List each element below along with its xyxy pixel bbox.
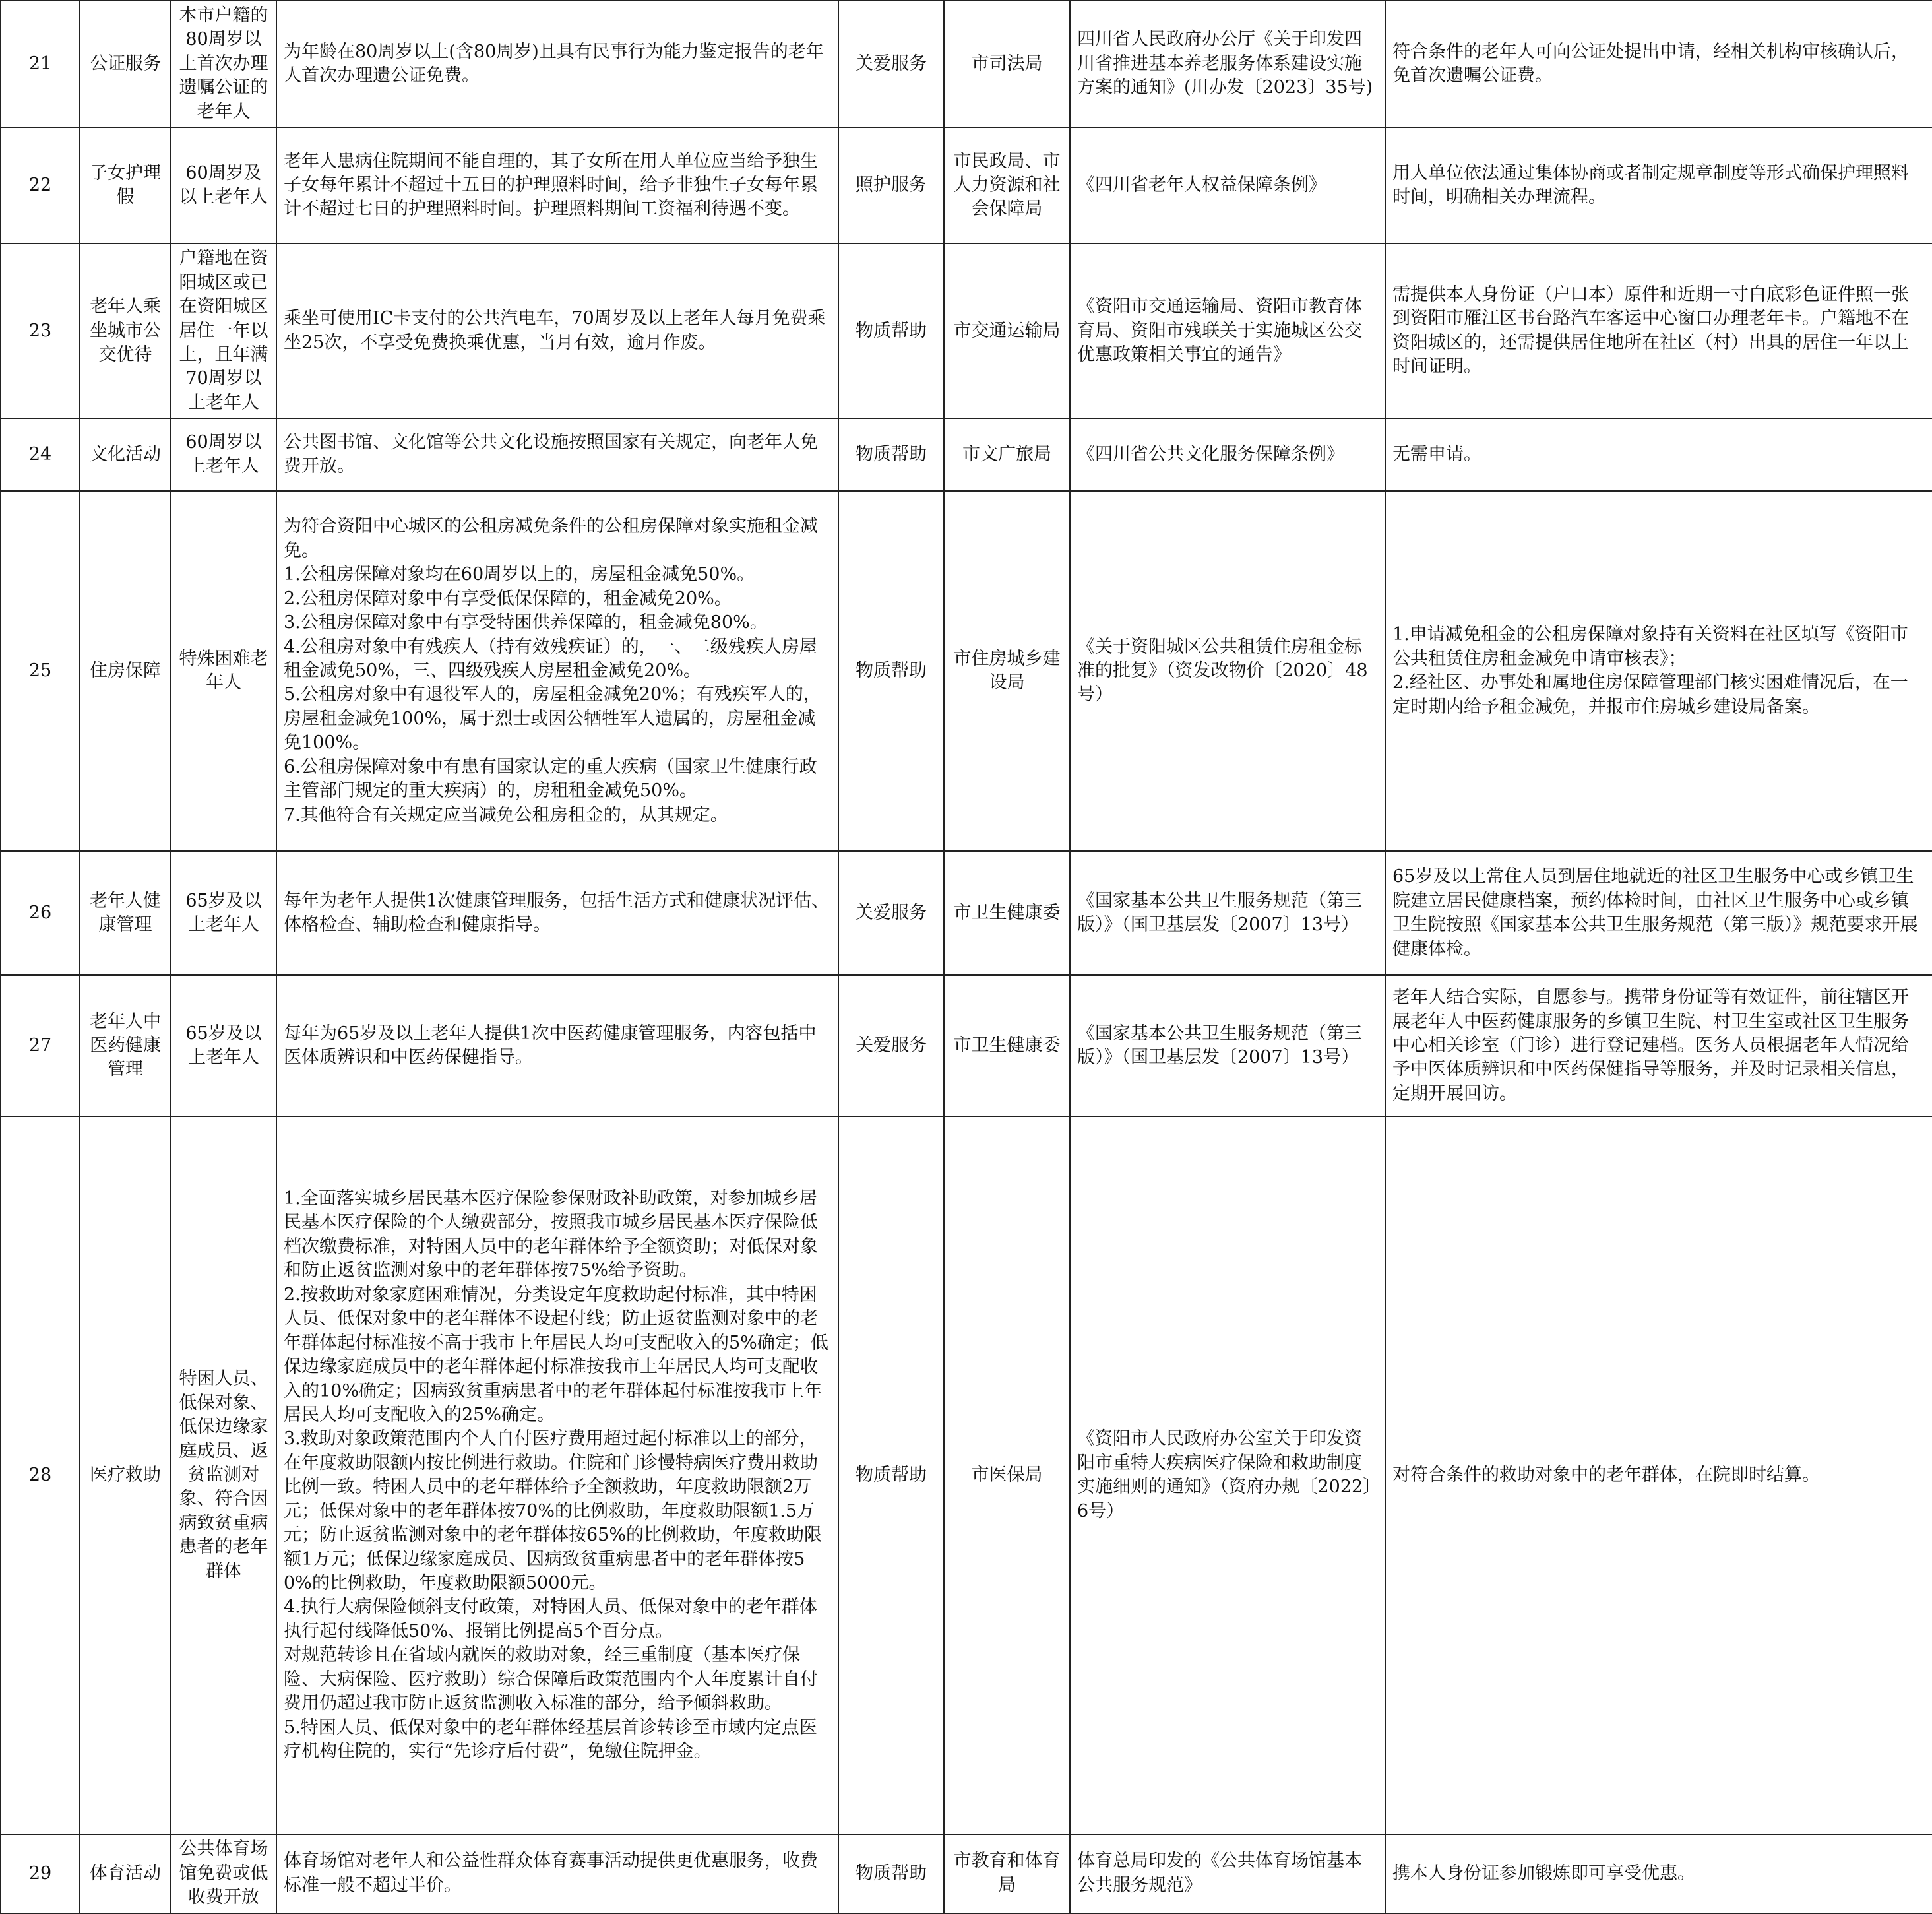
application-procedure-cell: 无需申请。 bbox=[1385, 418, 1932, 491]
responsible-department-cell: 市教育和体育局 bbox=[944, 1834, 1070, 1913]
table-row bbox=[1, 1, 1932, 127]
policy-basis-cell: 《关于资阳城区公共租赁住房租金标准的批复》（资发改物价〔2020〕48号） bbox=[1070, 491, 1385, 851]
policy-content-line: 为符合资阳中心城区的公租房减免条件的公租房保障对象实施租金减免。 bbox=[284, 516, 818, 561]
service-type-cell: 物质帮助 bbox=[838, 1116, 944, 1834]
responsible-department-cell: 市民政局、市人力资源和社会保障局 bbox=[944, 127, 1070, 243]
policy-content-line: 老年人患病住院期间不能自理的，其子女所在用人单位应当给予独生子女每年累计不超过十五日的护理照料时间，给予非独生子女每年累计不超过七日的护理照料时间。护理照料期间工资福利待遇不变。 bbox=[284, 150, 818, 220]
row-number-cell: 28 bbox=[1, 1116, 80, 1834]
responsible-department-cell: 市文广旅局 bbox=[944, 418, 1070, 491]
policy-content-line: 对规范转诊且在省域内就医的救助对象，经三重制度（基本医疗保险、大病保险、医疗救助）综合保障后政策范围内个人年度累计自付费用仍超过我市防止返贫监测收入标准的部分，给予倾斜救助。 bbox=[284, 1645, 818, 1714]
policy-content-line: 6.公租房保障对象中有患有国家认定的重大疾病（国家卫生健康行政主管部门规定的重大疾病）的，房租租金减免50%。 bbox=[284, 756, 817, 802]
policy-content-line: 体育场馆对老年人和公益性群众体育赛事活动提供更优惠服务，收费标准一般不超过半价。 bbox=[284, 1851, 818, 1896]
service-item-cell: 老年人健康管理 bbox=[80, 851, 171, 975]
service-type-cell: 物质帮助 bbox=[838, 491, 944, 851]
policy-content-cell bbox=[276, 851, 838, 975]
policy-basis-cell: 《资阳市人民政府办公室关于印发资阳市重特大疾病医疗保险和救助制度实施细则的通知》（资府办规〔2022〕6号） bbox=[1070, 1116, 1385, 1834]
policy-basis-cell: 《四川省公共文化服务保障条例》 bbox=[1070, 418, 1385, 491]
policy-content-cell bbox=[276, 418, 838, 491]
policy-content-cell bbox=[276, 1116, 838, 1834]
policy-content-line: 1.全面落实城乡居民基本医疗保险参保财政补助政策，对参加城乡居民基本医疗保险的个人缴费部分，按照我市城乡居民基本医疗保险低档次缴费标准，对特困人员中的老年群体给予全额资助；对低保对象和防止返贫监测对象中的老年群体按75%给予资助。 bbox=[284, 1188, 818, 1281]
table-row bbox=[1, 1116, 1932, 1834]
service-item-cell: 体育活动 bbox=[80, 1834, 171, 1913]
policy-content-line: 2.按救助对象家庭困难情况，分类设定年度救助起付标准，其中特困人员、低保对象中的老年群体不设起付线；防止返贫监测对象中的老年群体起付标准按不高于我市上年居民人均可支配收入的5%确定；低保边缘家庭成员中的老年群体起付标准按我市上年居民人均可支配收入的10%确定；因病致贫重病患者中的老年群体起付标准按我市上年居民人均可支配收入的25%确定。 bbox=[284, 1284, 828, 1425]
service-type-cell: 物质帮助 bbox=[838, 418, 944, 491]
policy-content-line: 7.其他符合有关规定应当减免公租房租金的，从其规定。 bbox=[284, 804, 728, 825]
application-procedure-cell: 符合条件的老年人可向公证处提出申请，经相关机构审核确认后，免首次遗嘱公证费。 bbox=[1385, 1, 1932, 127]
policy-content-cell bbox=[276, 127, 838, 243]
service-item-cell: 文化活动 bbox=[80, 418, 171, 491]
service-type-cell: 物质帮助 bbox=[838, 1834, 944, 1913]
application-procedure-cell: 老年人结合实际，自愿参与。携带身份证等有效证件，前往辖区开展老年人中医药健康服务的乡镇卫生院、村卫生室或社区卫生服务中心相关诊室（门诊）进行登记建档。医务人员根据老年人情况给予中医体质辨识和中医药保健指导等服务，并及时记录相关信息，定期开展回访。 bbox=[1385, 975, 1932, 1116]
row-number-cell: 25 bbox=[1, 491, 80, 851]
target-group-cell: 60周岁以上老年人 bbox=[171, 418, 276, 491]
service-item-cell: 医疗救助 bbox=[80, 1116, 171, 1834]
policy-content-line: 2.公租房保障对象中有享受低保保障的，租金减免20%。 bbox=[284, 588, 732, 609]
service-type-cell: 关爱服务 bbox=[838, 975, 944, 1116]
service-type-cell: 物质帮助 bbox=[838, 243, 944, 418]
policy-basis-cell: 《国家基本公共卫生服务规范（第三版）》（国卫基层发〔2007〕13号） bbox=[1070, 975, 1385, 1116]
responsible-department-cell: 市卫生健康委 bbox=[944, 851, 1070, 975]
policy-content-cell bbox=[276, 1, 838, 127]
policy-content-line: 5.特困人员、低保对象中的老年群体经基层首诊转诊至市域内定点医疗机构住院的，实行“先诊疗后付费”，免缴住院押金。 bbox=[284, 1717, 817, 1762]
policy-content-line: 4.公租房对象中有残疾人（持有效残疾证）的，一、二级残疾人房屋租金减免50%，三、四级残疾人房屋租金减免20%。 bbox=[284, 636, 817, 682]
policy-basis-cell: 四川省人民政府办公厅《关于印发四川省推进基本养老服务体系建设实施方案的通知》(川办发〔2023〕35号) bbox=[1070, 1, 1385, 127]
service-type-cell: 照护服务 bbox=[838, 127, 944, 243]
policy-content-cell bbox=[276, 1834, 838, 1913]
application-procedure-cell: 65岁及以上常住人员到居住地就近的社区卫生服务中心或乡镇卫生院建立居民健康档案，预约体检时间，由社区卫生服务中心或乡镇卫生院按照《国家基本公共卫生服务规范（第三版）》规范要求开展健康体检。 bbox=[1385, 851, 1932, 975]
service-item-cell: 老年人乘坐城市公交优待 bbox=[80, 243, 171, 418]
service-item-cell: 住房保障 bbox=[80, 491, 171, 851]
policy-content-line: 每年为65岁及以上老年人提供1次中医药健康管理服务，内容包括中医体质辨识和中医药保健指导。 bbox=[284, 1023, 817, 1068]
row-number-cell: 22 bbox=[1, 127, 80, 243]
target-group-cell: 60周岁及以上老年人 bbox=[171, 127, 276, 243]
row-number-cell: 24 bbox=[1, 418, 80, 491]
row-number-cell: 27 bbox=[1, 975, 80, 1116]
policy-basis-cell: 体育总局印发的《公共体育场馆基本公共服务规范》 bbox=[1070, 1834, 1385, 1913]
policy-basis-cell: 《资阳市交通运输局、资阳市教育体育局、资阳市残联关于实施城区公交优惠政策相关事宜的通告》 bbox=[1070, 243, 1385, 418]
table-row bbox=[1, 243, 1932, 418]
service-item-cell: 子女护理假 bbox=[80, 127, 171, 243]
policy-content-cell bbox=[276, 243, 838, 418]
policy-content-line: 1.公租房保障对象均在60周岁以上的，房屋租金减免50%。 bbox=[284, 564, 755, 585]
policy-content-line: 乘坐可使用IC卡支付的公共汽电车，70周岁及以上老年人每月免费乘坐25次，不享受免费换乘优惠，当月有效，逾月作废。 bbox=[284, 308, 826, 353]
responsible-department-cell: 市司法局 bbox=[944, 1, 1070, 127]
target-group-cell: 65岁及以上老年人 bbox=[171, 851, 276, 975]
policy-content-line: 3.公租房保障对象中有享受特困供养保障的，租金减免80%。 bbox=[284, 612, 768, 633]
policy-content-line: 为年龄在80周岁以上(含80周岁)且具有民事行为能力鉴定报告的老年人首次办理遗公证免费。 bbox=[284, 41, 824, 86]
target-group-cell: 公共体育场馆免费或低收费开放 bbox=[171, 1834, 276, 1913]
responsible-department-cell: 市住房城乡建设局 bbox=[944, 491, 1070, 851]
policy-basis-cell: 《国家基本公共卫生服务规范（第三版）》（国卫基层发〔2007〕13号） bbox=[1070, 851, 1385, 975]
service-item-cell: 老年人中医药健康管理 bbox=[80, 975, 171, 1116]
table-row bbox=[1, 975, 1932, 1116]
service-type-cell: 关爱服务 bbox=[838, 1, 944, 127]
responsible-department-cell: 市医保局 bbox=[944, 1116, 1070, 1834]
table-body bbox=[1, 1, 1932, 1913]
application-procedure-cell: 携本人身份证参加锻炼即可享受优惠。 bbox=[1385, 1834, 1932, 1913]
row-number-cell: 23 bbox=[1, 243, 80, 418]
service-type-cell: 关爱服务 bbox=[838, 851, 944, 975]
target-group-cell: 户籍地在资阳城区或已在资阳城区居住一年以上，且年满70周岁以上老年人 bbox=[171, 243, 276, 418]
row-number-cell: 29 bbox=[1, 1834, 80, 1913]
target-group-cell: 本市户籍的80周岁以上首次办理遗嘱公证的老年人 bbox=[171, 1, 276, 127]
policy-content-cell bbox=[276, 491, 838, 851]
application-procedure-cell: 用人单位依法通过集体协商或者制定规章制度等形式确保护理照料时间，明确相关办理流程。 bbox=[1385, 127, 1932, 243]
application-procedure-cell: 1.申请减免租金的公租房保障对象持有关资料在社区填写《资阳市公共租赁住房租金减免申请审核表》； 2.经社区、办事处和属地住房保障管理部门核实困难情况后，在一定时期内给予租金减免，并报市住房城乡建设局备案。 bbox=[1385, 491, 1932, 851]
target-group-cell: 特殊困难老年人 bbox=[171, 491, 276, 851]
application-procedure-cell: 对符合条件的救助对象中的老年群体，在院即时结算。 bbox=[1385, 1116, 1932, 1834]
table-row bbox=[1, 491, 1932, 851]
table-row bbox=[1, 851, 1932, 975]
responsible-department-cell: 市卫生健康委 bbox=[944, 975, 1070, 1116]
policy-basis-cell: 《四川省老年人权益保障条例》 bbox=[1070, 127, 1385, 243]
policy-content-line: 5.公租房对象中有退役军人的，房屋租金减免20%；有残疾军人的，房屋租金减免100%，属于烈士或因公牺牲军人遗属的，房屋租金减免100%。 bbox=[284, 684, 821, 753]
table-row bbox=[1, 127, 1932, 243]
application-procedure-cell: 需提供本人身份证（户口本）原件和近期一寸白底彩色证件照一张到资阳市雁江区书台路汽车客运中心窗口办理老年卡。户籍地不在资阳城区的，还需提供居住地所在社区（村）出具的居住一年以上时间证明。 bbox=[1385, 243, 1932, 418]
policy-content-line: 4.执行大病保险倾斜支付政策，对特困人员、低保对象中的老年群体执行起付线降低50%、报销比例提高5个百分点。 bbox=[284, 1597, 817, 1642]
policy-content-line: 3.救助对象政策范围内个人自付医疗费用超过起付标准以上的部分，在年度救助限额内按比例进行救助。住院和门诊慢特病医疗费用救助比例一致。特困人员中的老年群体给予全额救助，年度救助限额2万元；低保对象中的老年群体按70%的比例救助，年度救助限额1.5万元；防止返贫监测对象中的老年群体按65%的比例救助，年度救助限额1万元；低保边缘家庭成员、因病致贫重病患者中的老年群体按50%的比例救助，年度救助限额5000元。 bbox=[284, 1428, 823, 1593]
target-group-cell: 65岁及以上老年人 bbox=[171, 975, 276, 1116]
row-number-cell: 26 bbox=[1, 851, 80, 975]
table-row bbox=[1, 418, 1932, 491]
policy-content-cell bbox=[276, 975, 838, 1116]
target-group-cell: 特困人员、低保对象、低保边缘家庭成员、返贫监测对象、符合因病致贫重病患者的老年群体 bbox=[171, 1116, 276, 1834]
policy-content-line: 公共图书馆、文化馆等公共文化设施按照国家有关规定，向老年人免费开放。 bbox=[284, 431, 818, 477]
service-item-cell: 公证服务 bbox=[80, 1, 171, 127]
responsible-department-cell: 市交通运输局 bbox=[944, 243, 1070, 418]
table-row bbox=[1, 1834, 1932, 1913]
row-number-cell: 21 bbox=[1, 1, 80, 127]
policy-content-line: 每年为老年人提供1次健康管理服务，包括生活方式和健康状况评估、体格检查、辅助检查和健康指导。 bbox=[284, 890, 830, 936]
